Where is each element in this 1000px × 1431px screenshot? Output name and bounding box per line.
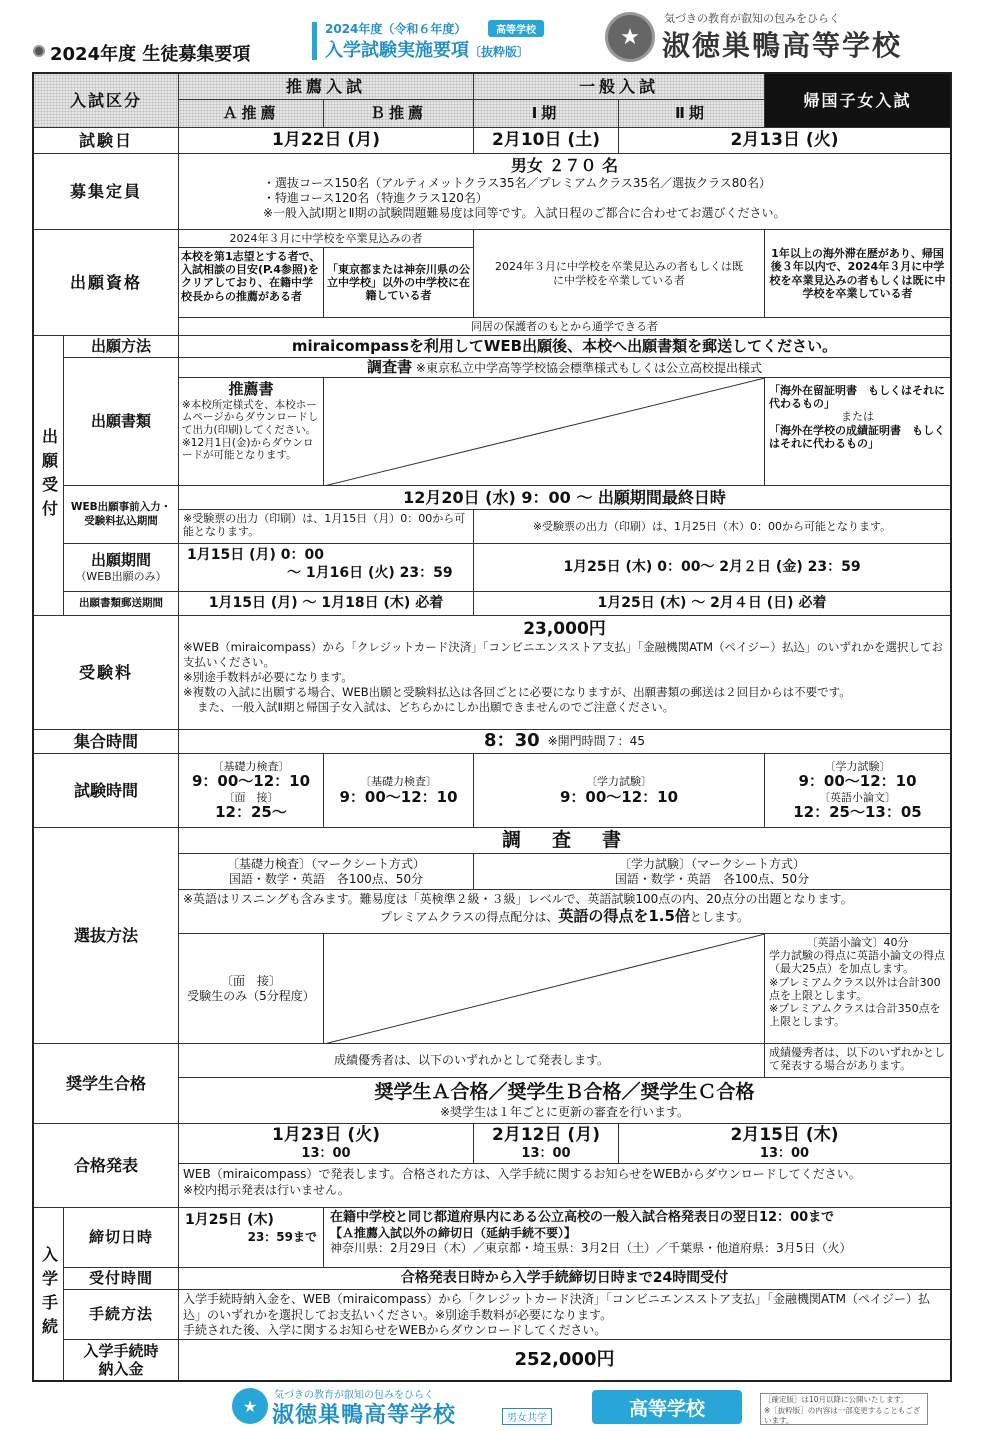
result-ii-time: 13：00 bbox=[759, 1146, 810, 1161]
eligibility-grad-header: 2024年３月に中学校を卒業見込みの者 bbox=[179, 230, 474, 248]
exam-time-k-t1: 〔学力試験〕 bbox=[824, 760, 891, 774]
exam-time-k-v2: 12：25～13：05 bbox=[793, 802, 922, 821]
footer-school-name: 淑徳巣鴨高等学校 bbox=[272, 1402, 457, 1428]
selection-k-n1: 学力試験の得点に英語小論文の得点（最大25点）を加点します。 bbox=[769, 949, 945, 976]
school-type-badge: 高等学校 bbox=[488, 20, 544, 37]
selection-i-subj: 国語・数学・英語 各100点、50分 bbox=[614, 871, 810, 886]
year-label: 2024年度（令和６年度） bbox=[325, 22, 467, 36]
fee-amount: 23,000円 bbox=[523, 619, 606, 639]
interview-value: 受験生のみ（5分程度） bbox=[187, 988, 315, 1003]
web-pre-label2: 受験料払込期間 bbox=[84, 514, 158, 527]
eligibility-kikoku: 1年以上の海外滞在歴があり、帰国後３年以内で、2024年３月に中学校を卒業見込みの者もしくは既に中学校を卒業している者 bbox=[765, 230, 950, 318]
procedure-text1: 入学手続時納入金を、WEB（miraicompass）から「クレジットカード決済」「コンビニエンスストア支払」「金融機関ATM（ペイジー）払込」のいずれかを選択してお支払いください。※別途手数料が必要になります。 bbox=[183, 1292, 931, 1322]
selection-k-title: 〔英語小論文〕40分 bbox=[806, 936, 909, 949]
premium-b: 英語の得点を1.5倍 bbox=[558, 907, 690, 925]
main-title bbox=[325, 36, 529, 62]
row-assembly-label: 集合時間 bbox=[34, 730, 179, 754]
col-suisen: 推薦入試 bbox=[179, 74, 474, 100]
selection-eng-note-cell bbox=[179, 890, 950, 934]
row-exam-time-label: 試験時間 bbox=[34, 754, 179, 828]
deadline-a bbox=[179, 1208, 324, 1268]
footer-notes bbox=[760, 1393, 928, 1425]
selection-s-subj: 国語・数学・英語 各100点、50分 bbox=[228, 871, 424, 886]
doc-title: 2024年度 生徒募集要項 bbox=[50, 44, 251, 65]
deadline-rest-text: 在籍中学校と同じ都道府県内にある公立高校の一般入試合格発表日の翌日12：00まで bbox=[330, 1210, 835, 1225]
app-period-suisen1: 1月15日 (月) 0：00 bbox=[187, 547, 324, 563]
exam-time-a-t1: 〔基礎力検査〕 bbox=[212, 760, 290, 774]
premium-a: プレミアムクラスの得点配分は、 bbox=[380, 910, 559, 924]
school-logo-icon: ★ bbox=[605, 12, 655, 62]
row-result-label: 合格発表 bbox=[34, 1124, 179, 1208]
row-eligibility-label: 出願資格 bbox=[34, 230, 179, 336]
capacity-note: ※一般入試Ⅰ期とⅡ期の試験問題難易度は同等です。入試日程のご都合に合わせてお選びください。 bbox=[263, 206, 786, 220]
exam-time-b bbox=[324, 754, 474, 828]
web-pre-note-suisen: ※受験票の出力（印刷）は、1月15日（月）0：00から可能となります。 bbox=[179, 510, 474, 544]
chosa-label: 調査書 bbox=[367, 358, 413, 376]
selection-premium bbox=[183, 907, 946, 926]
row-web-pre-label bbox=[64, 486, 179, 544]
eligibility-b: 「東京都または神奈川県の公立中学校」以外の中学校に在籍している者 bbox=[324, 248, 474, 318]
footer-badge: 高等学校 bbox=[592, 1390, 742, 1424]
assembly-cell bbox=[179, 730, 950, 754]
selection-s-title: 〔基礎力検査〕（マークシート方式） bbox=[226, 856, 425, 871]
selection-ippan bbox=[474, 854, 950, 890]
selection-suisen bbox=[179, 854, 474, 890]
fee-note3: ※複数の入試に出願する場合、WEB出願と受験料払込は各回ごとに必要になりますが、出願書類の郵送は２回目からは不要です。 bbox=[183, 684, 851, 699]
exam-time-a-t2: 〔面 接〕 bbox=[223, 790, 279, 804]
web-pre-deadline: 12月20日 (水) 9：00 ～ 出願期間最終日時 bbox=[179, 486, 950, 510]
payment-label2: 納入金 bbox=[98, 1360, 144, 1378]
capacity-total: 男女 ２７０ 名 bbox=[510, 156, 619, 175]
deadline-prefs: 神奈川県：2月29日（木）／東京都・埼玉県：3月2日（土）／千葉県・他道府県：3月5日（火） bbox=[330, 1241, 852, 1256]
result-ippan-ii bbox=[619, 1124, 950, 1164]
row-reception-label: 受付時間 bbox=[64, 1268, 179, 1290]
col-ippan-i: Ⅰ期 bbox=[474, 100, 619, 128]
premium-c: とします。 bbox=[689, 910, 749, 924]
reception-text: 合格発表日時から入学手続締切日時まで24時間受付 bbox=[179, 1268, 950, 1290]
row-deadline-label: 締切日時 bbox=[64, 1208, 179, 1268]
selection-k-n3: ※プレミアムクラスは合計350点を上限とします。 bbox=[769, 1001, 941, 1029]
row-exam-date-label: 試験日 bbox=[34, 128, 179, 154]
row-app-docs-label: 出願書類 bbox=[64, 358, 179, 486]
footer-coed: 男女共学 bbox=[502, 1408, 552, 1425]
col-ippan: 一般入試 bbox=[474, 74, 765, 100]
row-mail-period-label: 出願書類郵送期間 bbox=[64, 592, 179, 616]
procedure-cell bbox=[179, 1290, 950, 1340]
result-suisen bbox=[179, 1124, 474, 1164]
exam-time-ippan-v1: 9：00～12：10 bbox=[559, 787, 679, 806]
row-payment-label bbox=[64, 1340, 179, 1380]
exam-time-k-v1: 9：00～12：10 bbox=[798, 772, 917, 791]
deadline-a-date: 1月25日 (木) bbox=[185, 1212, 274, 1228]
assembly-time: 8：30 bbox=[484, 730, 540, 752]
footer-note2: ※［抜粋版］の内容は一部変更することもございます。 bbox=[764, 1405, 921, 1425]
eligibility-a: 本校を第1志望とする者で、入試相談の目安(P.4参照)をクリアしており、在籍中学校長からの推薦がある者 bbox=[179, 248, 324, 318]
app-docs-blank bbox=[324, 378, 765, 486]
admissions-table bbox=[32, 72, 952, 1382]
eligibility-footer: 同居の保護者のもとから通学できる者 bbox=[179, 318, 950, 336]
selection-k-n2: ※プレミアムクラス以外は合計300点を上限とします。 bbox=[769, 975, 941, 1002]
result-i-time: 13：00 bbox=[521, 1146, 571, 1161]
selection-diagonal bbox=[324, 934, 765, 1044]
procedure-text2: 手続された後、入学に関するお知らせをWEBからダウンロードしてください。 bbox=[183, 1323, 607, 1338]
excerpt-label: 〔抜粋版〕 bbox=[469, 45, 530, 59]
scholar-types-cell bbox=[179, 1078, 950, 1124]
selection-interview bbox=[179, 934, 324, 1044]
col-kikoku: 帰国子女入試 bbox=[765, 74, 950, 128]
doc-title-bullet-icon bbox=[33, 45, 45, 57]
app-period-suisen2: ～ 1月16日 (火) 23：59 bbox=[287, 564, 453, 581]
blank-diagonal bbox=[324, 378, 765, 486]
col-category: 入試区分 bbox=[34, 74, 179, 128]
mail-period-ippan: 1月25日 (木) ～ 2月４日 (日) 必着 bbox=[474, 592, 950, 616]
exam-time-a-v1: 9：00～12：10 bbox=[191, 772, 311, 791]
kikoku-doc1: 「海外在留証明書 もしくはそれに代わるもの」 bbox=[769, 384, 945, 411]
kikoku-doc-or: または bbox=[841, 410, 874, 424]
result-s-date: 1月23日 (火) bbox=[272, 1124, 380, 1145]
assembly-note: ※開門時間７：45 bbox=[547, 734, 645, 748]
footer-slogan: 気づきの教育が叡知の包みをひらく bbox=[274, 1390, 434, 1401]
row-app-period-label bbox=[64, 544, 179, 592]
fee-note1: ※WEB（miraicompass）から「クレジットカード決済」「コンビニエンスストア支払」「金融機関ATM（ペイジー）払込」のいずれかを選択してお支払いください。 bbox=[183, 640, 944, 670]
app-period-suisen bbox=[179, 544, 474, 592]
app-method-text: miraicompassを利用してWEB出願後、本校へ出願書類を郵送してください。 bbox=[179, 336, 950, 358]
selection-eng-note: ※英語はリスニングも含みます。難易度は「英検準２級・３級」レベルで、英語試験100点の内、20点分の出題となります。 bbox=[183, 892, 853, 906]
exam-time-ippan bbox=[474, 754, 765, 828]
fee-note4: また、一般入試Ⅱ期と帰国子女入試は、どちらかにしか出願できませんのでご注意ください。 bbox=[197, 699, 675, 714]
payment-amount: 252,000円 bbox=[514, 1348, 615, 1370]
capacity-line1: ・選抜コース150名（アルティメットクラス35名／プレミアムクラス35名／選抜クラス80名） bbox=[263, 176, 772, 190]
selection-kikoku bbox=[765, 934, 950, 1044]
exam-time-a bbox=[179, 754, 324, 828]
selection-chosa: 調 査 書 bbox=[179, 828, 950, 854]
payment-label1: 入学手続時 bbox=[83, 1342, 159, 1360]
scholar-intro: 成績優秀者は、以下のいずれかとして発表します。 bbox=[179, 1044, 765, 1078]
col-suisen-b: Ｂ推薦 bbox=[324, 100, 474, 128]
result-notes bbox=[179, 1164, 950, 1208]
mail-period-suisen: 1月15日 (月) ～ 1月18日 (木) 必着 bbox=[179, 592, 474, 616]
col-suisen-a: Ａ推薦 bbox=[179, 100, 324, 128]
suisensho-label: 推薦書 bbox=[228, 380, 274, 398]
row-scholar-label: 奨学生合格 bbox=[34, 1044, 179, 1124]
exam-time-b-t1: 〔基礎力検査〕 bbox=[360, 774, 437, 788]
app-period-label: 出願期間 bbox=[90, 551, 151, 570]
result-i-date: 2月12日 (月) bbox=[492, 1124, 600, 1145]
deadline-a-time: 23：59まで bbox=[247, 1229, 317, 1244]
capacity-line2: ・特進コース120名（特進クラス120名） bbox=[263, 191, 488, 205]
result-s-time: 13：00 bbox=[301, 1146, 351, 1161]
footer-logo-icon: ★ bbox=[232, 1388, 268, 1424]
scholar-note: ※奨学生は１年ごとに更新の審査を行います。 bbox=[439, 1104, 690, 1119]
web-pre-label1: WEB出願事前入力・ bbox=[70, 501, 172, 514]
exam-time-ippan-t1: 〔学力試験〕 bbox=[586, 774, 652, 788]
exam-time-a-v2: 12：25～ bbox=[215, 802, 287, 821]
exam-time-b-v1: 9：00～12：10 bbox=[339, 787, 458, 806]
exam-time-kikoku bbox=[765, 754, 950, 828]
exam-date-suisen: 1月22日 (月) bbox=[179, 128, 474, 154]
row-selection-label: 選抜方法 bbox=[34, 828, 179, 1044]
row-fee-label: 受験料 bbox=[34, 616, 179, 730]
suisen-note2: ※12月1日(金)からダウンロードが可能となります。 bbox=[182, 436, 314, 462]
chosa-note: ※東京私立中学高等学校協会標準様式もしくは公立高校提出様式 bbox=[415, 361, 762, 375]
app-docs-suisensho bbox=[179, 378, 324, 486]
selection-blank bbox=[324, 934, 765, 1044]
scholar-k-intro: 成績優秀者は、以下のいずれかとして発表する場合があります。 bbox=[765, 1044, 950, 1078]
exam-time-k-t2: 〔英語小論文〕 bbox=[819, 790, 896, 804]
fee-note2: ※別途手数料が必要になります。 bbox=[183, 669, 353, 684]
exam-date-ippan-i: 2月10日 (土) bbox=[474, 128, 619, 154]
section-enrollment: 入学手続 bbox=[34, 1208, 64, 1380]
row-procedure-label: 手続方法 bbox=[64, 1290, 179, 1340]
result-note1: WEB（miraicompass）で発表します。合格された方は、入学手続に関するお知らせをWEBからダウンロードしてください。 bbox=[183, 1167, 861, 1181]
header-accent-bar bbox=[312, 22, 317, 60]
selection-i-title: 〔学力試験〕（マークシート方式） bbox=[618, 856, 805, 871]
app-period-ippan: 1月25日 (木) 0：00～ 2月２日 (金) 23：59 bbox=[474, 544, 950, 592]
footer-note1: ［確定版］は10月以降に公開いたします。 bbox=[764, 1395, 908, 1404]
result-note2: ※校内掲示発表は行いません。 bbox=[183, 1182, 350, 1197]
suisen-note1: ※本校所定様式を、本校ホームページからダウンロードして出力(印刷)してください。 bbox=[182, 398, 319, 436]
header-slogan: 気づきの教育が叡知の包みをひらく bbox=[664, 12, 840, 25]
app-docs-chosa bbox=[179, 358, 950, 378]
fee-cell bbox=[179, 616, 950, 730]
exam-date-ippan-ii: 2月13日 (火) bbox=[619, 128, 950, 154]
col-ippan-ii: Ⅱ期 bbox=[619, 100, 765, 128]
header-school-name: 淑徳巣鴨高等学校 bbox=[662, 29, 903, 62]
app-docs-kikoku bbox=[765, 378, 950, 486]
deadline-rest bbox=[324, 1208, 950, 1268]
section-application: 出願受付 bbox=[34, 336, 64, 616]
kikoku-doc2: 「海外在学校の成績証明書 もしくはそれに代わるもの」 bbox=[769, 423, 945, 450]
scholar-types: 奨学生Ａ合格／奨学生Ｂ合格／奨学生Ｃ合格 bbox=[374, 1081, 755, 1104]
interview-title: 〔面 接〕 bbox=[220, 973, 281, 988]
main-title-text: 入学試験実施要項 bbox=[325, 40, 469, 61]
result-ii-date: 2月15日 (木) bbox=[730, 1124, 839, 1145]
eligibility-ippan: 2024年３月に中学校を卒業見込みの者もしくは既に中学校を卒業している者 bbox=[474, 230, 765, 318]
result-ippan-i bbox=[474, 1124, 619, 1164]
web-pre-note-ippan: ※受験票の出力（印刷）は、1月25日（木）0：00から可能となります。 bbox=[474, 510, 950, 544]
app-period-sub: （WEB出願のみ） bbox=[75, 570, 167, 583]
deadline-sub: 【Ａ推薦入試以外の締切日（延納手続不要）】 bbox=[330, 1226, 577, 1241]
row-capacity-label: 募集定員 bbox=[34, 154, 179, 230]
capacity-cell bbox=[179, 154, 950, 230]
row-app-method-label: 出願方法 bbox=[64, 336, 179, 358]
